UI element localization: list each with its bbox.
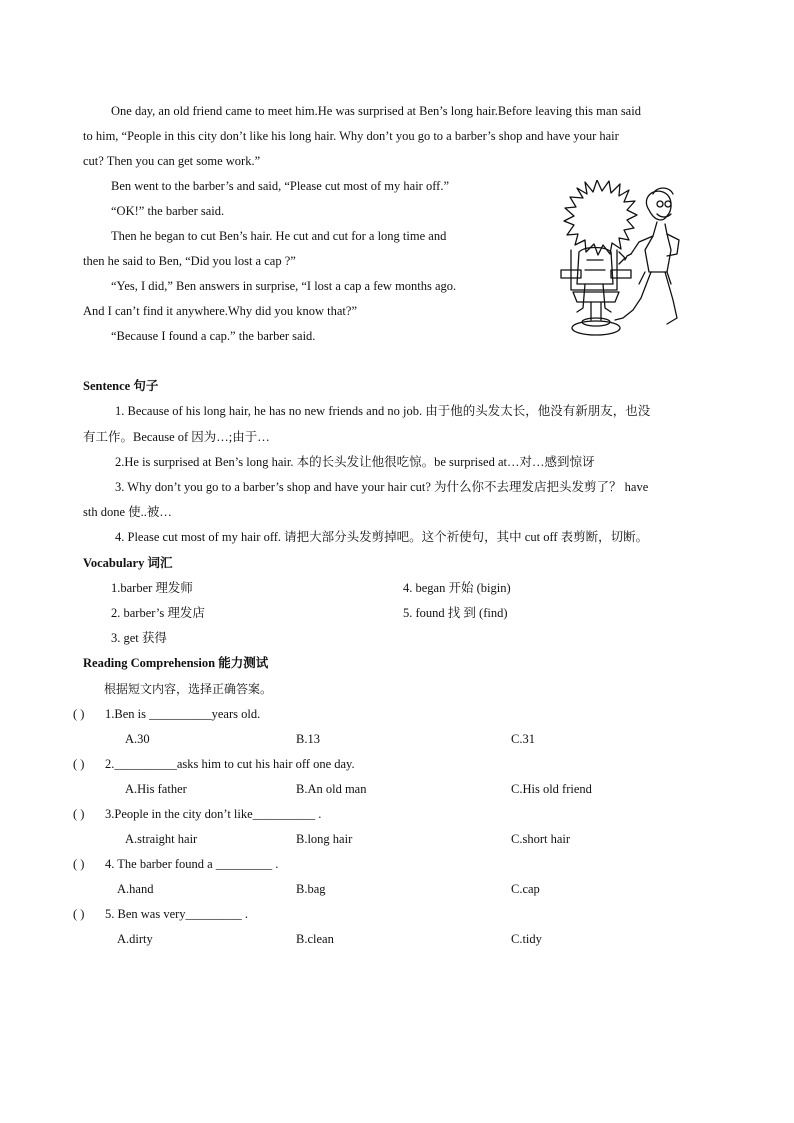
question-1-stem: 1.Ben is __________years old. [105,707,261,721]
sentence-3-line-1: 3. Why don’t you go to a barber’s shop and have your hair cut? 为什么你不去理发店把头发剪了？ have [115,480,649,494]
question-4-stem: 4. The barber found a _________ . [105,857,279,871]
passage-paragraph-3: “OK!” the barber said. [111,204,225,218]
question-2-option-a: A.His father [125,782,187,796]
question-3-option-c: C.short hair [511,832,571,846]
vocabulary-item-1: 1.barber 理发师 [111,581,193,595]
question-5-answer-blank[interactable]: ( ) [73,907,85,921]
question-1-answer-blank[interactable]: ( ) [73,707,85,721]
passage-paragraph-2: Ben went to the barber’s and said, “Please cut most of my hair off.” [111,179,449,193]
reading-instruction: 根据短文内容，选择正确答案。 [104,682,273,696]
question-4-option-b: B.bag [296,882,326,896]
passage-paragraph-6: “Because I found a cap.” the barber said. [111,329,316,343]
passage-paragraph-5-line-2: And I can’t find it anywhere.Why did you know that?” [83,304,357,318]
question-1-option-c: C.31 [511,732,535,746]
question-2-answer-blank[interactable]: ( ) [73,757,85,771]
sentence-1-line-2: 有工作。Because of 因为…;由于… [83,430,270,444]
question-4-option-a: A.hand [117,882,154,896]
question-3-option-a: A.straight hair [125,832,198,846]
vocabulary-item-5: 5. found 找 到 (find) [403,606,508,620]
passage-paragraph-1-line-1: One day, an old friend came to meet him.He was surprised at Ben’s long hair.Before leaving this man said [111,104,641,118]
passage-paragraph-1-line-2: to him, “People in this city don’t like his long hair. Why don’t you go to a barber’s shop and have your hair [83,129,619,143]
question-5-option-c: C.tidy [511,932,542,946]
question-3-option-b: B.long hair [296,832,353,846]
question-2-option-b: B.An old man [296,782,367,796]
passage-paragraph-5-line-1: “Yes, I did,” Ben answers in surprise, “I lost a cap a few months ago. [111,279,457,293]
reading-heading: Reading Comprehension 能力测试 [83,656,269,670]
sentence-heading: Sentence 句子 [83,379,159,393]
sentence-1-line-1: 1. Because of his long hair, he has no new friends and no job. 由于他的头发太长，他没有新朋友，也没 [115,404,651,418]
sentence-2: 2.He is surprised at Ben’s long hair. 本的长头发让他很吃惊。be surprised at…对…感到惊讶 [115,455,595,469]
question-3-answer-blank[interactable]: ( ) [73,807,85,821]
question-3-stem: 3.People in the city don’t like__________ . [105,807,322,821]
passage-paragraph-4-line-2: then he said to Ben, “Did you lost a cap ?” [83,254,296,268]
question-2-option-c: C.His old friend [511,782,592,796]
question-5-option-b: B.clean [296,932,334,946]
barber-illustration [527,180,695,345]
vocabulary-heading: Vocabulary 词汇 [83,556,173,570]
passage-paragraph-4-line-1: Then he began to cut Ben’s hair. He cut and cut for a long time and [111,229,447,243]
passage-paragraph-1-line-3: cut? Then you can get some work.” [83,154,261,168]
question-1-option-b: B.13 [296,732,320,746]
question-4-option-c: C.cap [511,882,540,896]
sentence-3-line-2: sth done 使..被… [83,505,172,519]
vocabulary-item-3: 3. get 获得 [111,631,167,645]
question-5-stem: 5. Ben was very_________ . [105,907,249,921]
vocabulary-item-4: 4. began 开始 (bigin) [403,581,511,595]
question-4-answer-blank[interactable]: ( ) [73,857,85,871]
question-5-option-a: A.dirty [117,932,153,946]
question-2-stem: 2.__________asks him to cut his hair off one day. [105,757,355,771]
sentence-4: 4. Please cut most of my hair off. 请把大部分头发剪掉吧。这个祈使句，其中 cut off 表剪断，切断。 [115,530,649,544]
vocabulary-item-2: 2. barber’s 理发店 [111,606,205,620]
question-1-option-a: A.30 [125,732,150,746]
